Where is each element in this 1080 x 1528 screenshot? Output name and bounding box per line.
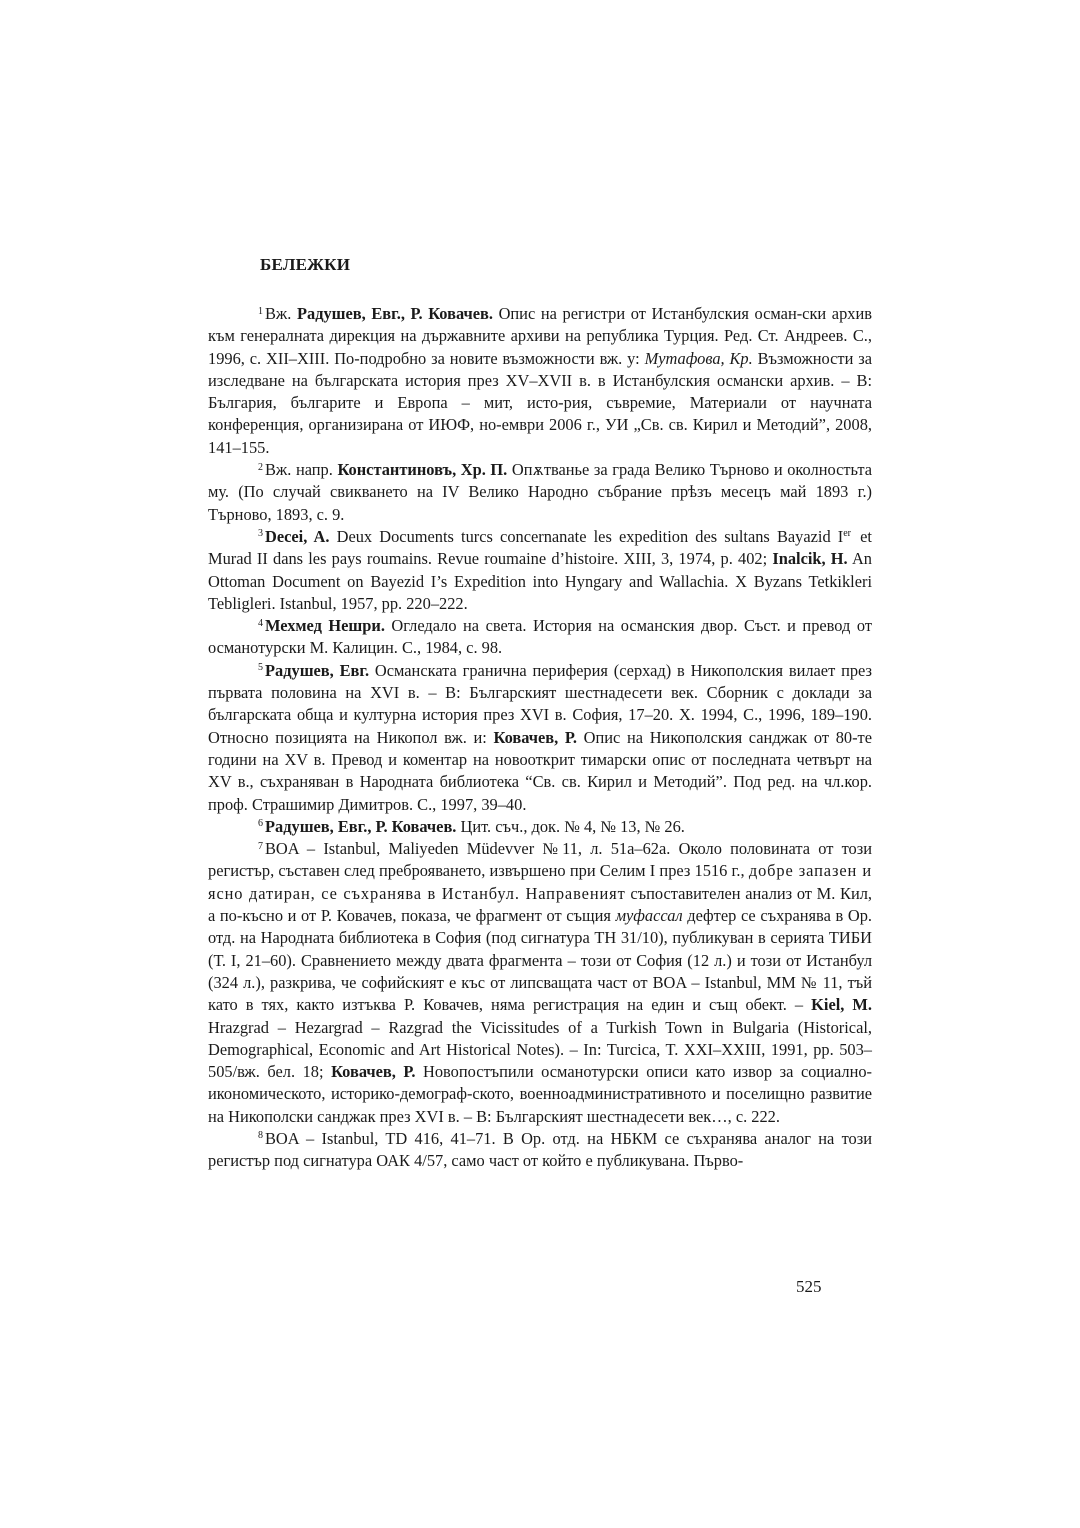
footnote-1: $^1$ Вж. Радушев, Евг., Р. Ковачев. Опис на регистри от Истанбулския осман-ски архив към генералната дирекция на държавните архиви на република Турция. Ред. Ст. Андреев. С., 1996, с. XII–XIII. По-подробно за новите възможности вж. у: Мутафова, Кр. Възможности за изследване на българската история през XV–XVII в. в Истанбулския османски архив. – В: България, българите и Европа – мит, исто-рия, съвремие, Материали от научната конференция, организирана от ИЮФ, но-ември 2006 г., УИ „Св. св. Кирил и Методий”, 2008, 141–155. bbox=[208, 304, 872, 457]
author: Константиновъ, Хр. П. bbox=[337, 460, 508, 480]
footnote-number: 5 bbox=[258, 662, 263, 674]
author: Decei, A. bbox=[265, 526, 330, 546]
footnote-3: $^3$ Decei, A. Deux Documents turcs concernanate les expedition des sultans Bayazid Ier et Murad II dans les pays roumains. Revue roumaine d’histoire. XIII, 3, 1974, p. 402; Inalcik, H. An Ottoman Document on Bayezid I’s Expedition into Hyngary and Wallachia. X Byzans Tetkikleri Tebligleri. Istanbul, 1957, pp. 220–222. bbox=[208, 526, 872, 613]
footnote-2: $^2$ Вж. напр. Константиновъ, Хр. П. Опѫтванье за града Велико Търново и околностьта му. (По случай свикването на IV Велико Народно събрание прѣзъ месецъ май 1893 г.) Търново, 1893, с. 9. bbox=[208, 460, 872, 524]
footnote-5: $^5$ Радушев, Евг. Османската гранична периферия (серхад) в Никополския вилает през първата половина на XVI в. – В: Българският шестнадесети век. Сборник с доклади за българската обща и културна история през XVI в. София, 17–20. X. 1994, С., 1996, 189–190. Относно позицията на Никопол вж. и: Ковачев, Р. Опис на Никополския санджак от 80-те години на XV в. Превод и коментар на новооткрит тимарски опис от последната четвърт на XV в., съхраняван в Народната библиотека “Св. св. Кирил и Методий”. Под ред. на чл.кор. проф. Страшимир Димитров. С., 1997, 39–40. bbox=[208, 660, 872, 814]
author: Радушев, Евг., Р. Ковачев. bbox=[265, 816, 457, 836]
footnote-number: 4 bbox=[258, 617, 263, 629]
footnote-4: $^4$ Мехмед Нешри. Огледало на света. История на османския двор. Съст. и превод от османотурски М. Калицин. С., 1984, с. 98. bbox=[208, 616, 873, 658]
author: Мутафова, Кр. bbox=[644, 348, 753, 368]
footnote-number: 7 bbox=[258, 840, 263, 852]
footnote-number: 6 bbox=[258, 818, 263, 830]
footnote-8: $^8$ BOA – Istanbul, TD 416, 41–71. В Ор. отд. на НБКМ се съхранява аналог на този регистър под сигнатура ОАК 4/57, само част от който е публикувана. Първо- bbox=[208, 1128, 872, 1171]
footnote-number: 1 bbox=[258, 305, 263, 317]
author: Мехмед Нешри. bbox=[265, 616, 385, 636]
footnote-number: 2 bbox=[258, 461, 263, 473]
italic-term: муфассал bbox=[615, 906, 683, 926]
author: Inalcik, H. bbox=[772, 549, 848, 569]
notes-page bbox=[208, 255, 872, 1173]
author: Ковачев, Р. bbox=[493, 727, 577, 747]
page-number: 525 bbox=[796, 1277, 822, 1296]
notes-heading: БЕЛЕЖКИ bbox=[260, 255, 351, 274]
author: Ковачев, Р. bbox=[331, 1062, 416, 1082]
author: Радушев, Евг., Р. Ковачев. bbox=[296, 304, 493, 323]
footnote-number: 8 bbox=[258, 1130, 263, 1142]
author: Радушев, Евг. bbox=[265, 660, 370, 680]
superscript: er bbox=[843, 528, 852, 540]
footnote-6: $^6$ Радушев, Евг., Р. Ковачев. Цит. съч., док. № 4, № 13, № 26. bbox=[258, 816, 685, 836]
footnote-7: $^7$ BOA – Istanbul, Maliyeden Müdevver №11, л. 51а–62а. Около половината от този регистър, съставен след преброяването, извършено при Селим I през 1516 г., добре запазен и ясно датиран, се съхранява в Истанбул. Направеният съпоставителен анализ от М. Кил, а по-късно и от Р. Ковачев, показа, че фрагмент от същия муфассал дефтер се съхранява в Ор. отд. на Народната библиотека в София (под сигнатура ТН 31/10), публикуван в серията ТИБИ (Т. I, 21–60). Сравнението между двата фрагмента – този от София (12 л.) и този от Истанбул (324 л.), разкрива, че софийският е къс от липсващата част от BOA – Istanbul, MM № 11, тъй като в тях, както изтъква Р. Ковачев, няма регистрация на един и същ обект. – Kiel, M. Hrazgrad – Hezargrad – Razgrad the Vicissitudes of a Turkish Town in Bulgaria (Historical, Demographical, Economic and Art Historical Notes). – In: Turcica, T. XXI–XXIII, 1991, pp. 503–505/вж. бел. 18; Ковачев, Р. Новопостъпили османотурски описи като извор за социално-икономическото, историко-демограф-ското, военноадминистративното и поселищно развитие на Никополски санджак през XVI в. – В: Българският шестнадесети век…, с. 222. bbox=[208, 839, 872, 1126]
author: Kiel, M. bbox=[811, 995, 872, 1015]
footnote-number: 3 bbox=[258, 528, 263, 540]
